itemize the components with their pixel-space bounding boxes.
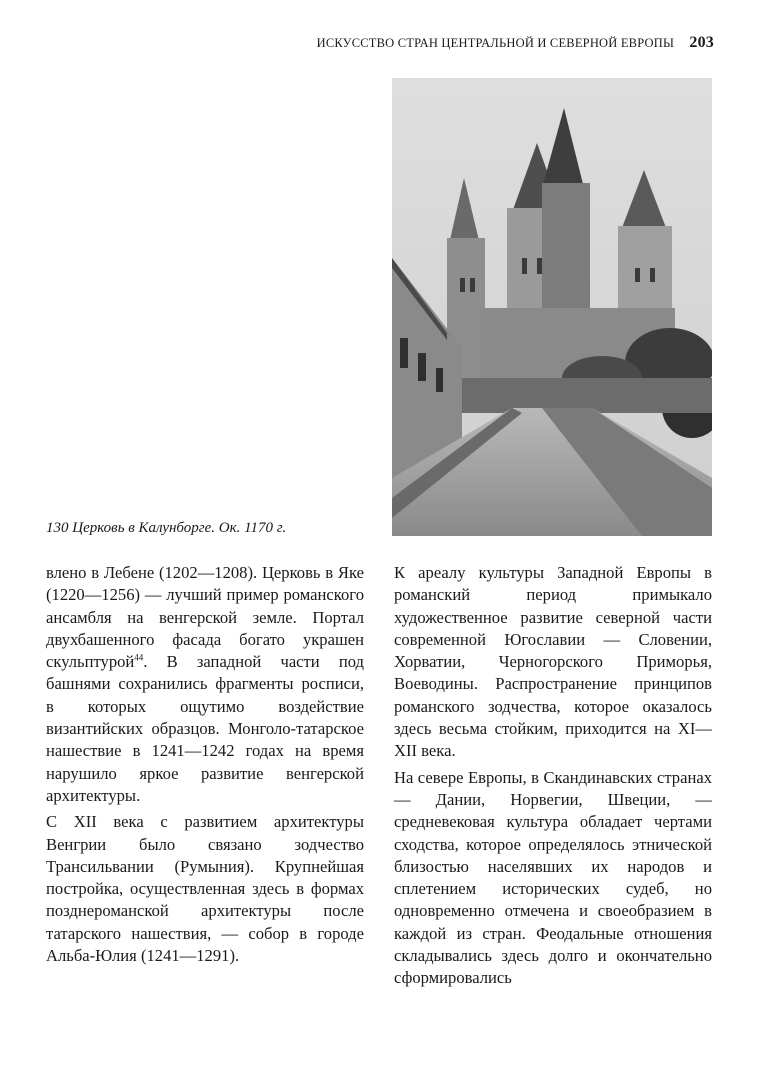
left-paragraph-1 — [46, 562, 364, 807]
church-photo-drawing — [392, 78, 712, 536]
footnote-ref: 44 — [134, 652, 144, 663]
left-paragraph-1-text-b: . В западной части под башнями сохранились фрагменты росписи, в которых ощутимо воздействие византийских образцов. Монголо-татарское нашествие в 1241—1242 годах на время нарушило яркое развитие венгерской архитектуры. — [46, 652, 364, 805]
left-column — [46, 562, 364, 967]
left-paragraph-1-text-a: влено в Лебене (1202—1208). Церковь в Яке (1220—1256) — лучший пример романского ансамбля на венгерской земле. Портал двухбашенного фасада богато украшен скульптурой — [46, 563, 364, 672]
church-photo — [392, 78, 712, 536]
left-paragraph-2: С XII века с развитием архитектуры Венгрии было связано зодчество Трансильвании (Румыния). Крупнейшая постройка, осуществленная здесь в формах позднероманской архитектуры после татарского нашествия, — собор в городе Альба-Юлия (1241—1291). — [46, 812, 364, 966]
right-paragraph-2: На севере Европы, в Скандинавских странах — Дании, Норвегии, Швеции, — средневековая культура обладает чертами сходства, которое определялось этнической близостью населявших их народов и сплетением исторических судеб, но одновременно отмечена и своеобразием в каждой из стран. Феодальные отношения складывались здесь долго и окончательно сформировались — [394, 767, 712, 988]
right-paragraph-1: К ареалу культуры Западной Европы в романский период примыкало художественное развитие северной части современной Югославии — Словении, Хорватии, Черногорского Приморья, Воеводины. Распространение принципов романского зодчества, которое оказалось здесь весьма стойким, приходится на XI—XII века. — [394, 563, 712, 761]
running-title: ИСКУССТВО СТРАН ЦЕНТРАЛЬНОЙ И СЕВЕРНОЙ ЕВРОПЫ — [316, 36, 675, 50]
right-column — [394, 562, 712, 990]
running-header — [317, 34, 714, 52]
page-number: 203 — [689, 34, 714, 51]
figure-caption: 130 Церковь в Калунборге. Ок. 1170 г. — [46, 520, 287, 536]
